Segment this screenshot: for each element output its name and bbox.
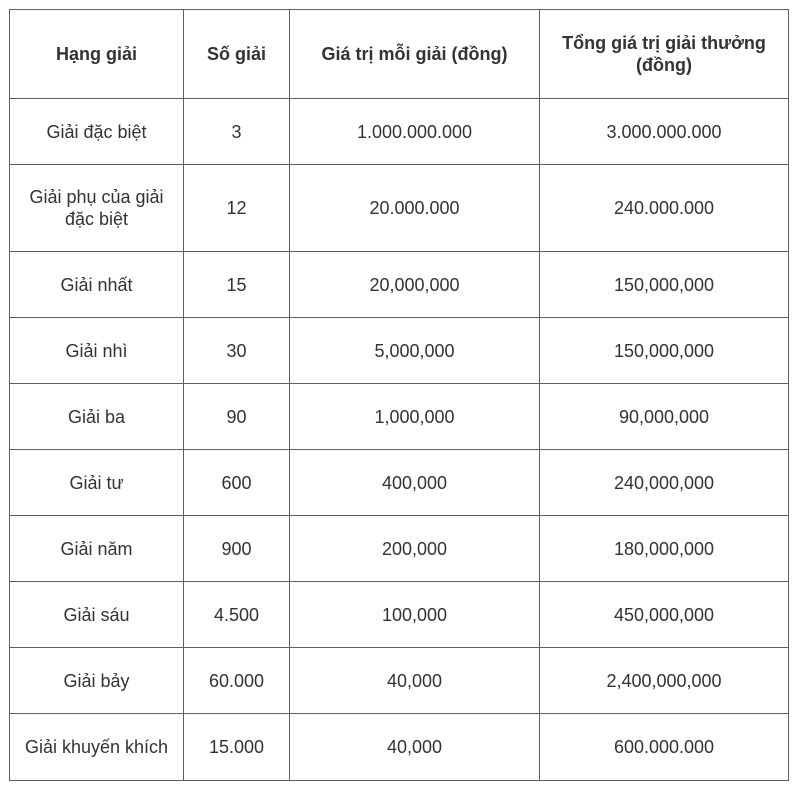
cell-prize-count: 90 [184,384,290,450]
cell-prize-count: 600 [184,450,290,516]
cell-value-per-prize: 1.000.000.000 [290,99,540,165]
table-header-row [10,10,789,99]
table-row [10,714,789,781]
cell-prize-rank: Giải sáu [10,582,184,648]
cell-prize-count: 4.500 [184,582,290,648]
cell-prize-count: 15.000 [184,714,290,781]
cell-prize-rank: Giải ba [10,384,184,450]
cell-total-value: 240,000,000 [540,450,789,516]
cell-prize-rank: Giải năm [10,516,184,582]
cell-total-value: 450,000,000 [540,582,789,648]
header-prize-rank: Hạng giải [10,10,184,99]
table-row [10,384,789,450]
cell-total-value: 180,000,000 [540,516,789,582]
header-prize-count: Số giải [184,10,290,99]
table-row [10,318,789,384]
cell-prize-rank: Giải tư [10,450,184,516]
header-total-value: Tổng giá trị giải thưởng (đồng) [540,10,789,99]
prize-table-container [9,9,789,781]
table-row [10,516,789,582]
cell-value-per-prize: 100,000 [290,582,540,648]
cell-total-value: 150,000,000 [540,252,789,318]
cell-value-per-prize: 1,000,000 [290,384,540,450]
cell-value-per-prize: 20,000,000 [290,252,540,318]
cell-prize-rank: Giải phụ của giải đặc biệt [10,165,184,252]
cell-prize-count: 30 [184,318,290,384]
header-value-per-prize: Giá trị mỗi giải (đồng) [290,10,540,99]
table-row [10,648,789,714]
cell-prize-rank: Giải đặc biệt [10,99,184,165]
table-row [10,450,789,516]
cell-total-value: 90,000,000 [540,384,789,450]
cell-prize-rank: Giải khuyến khích [10,714,184,781]
cell-prize-rank: Giải nhì [10,318,184,384]
prize-table [9,9,789,781]
cell-prize-count: 900 [184,516,290,582]
cell-value-per-prize: 5,000,000 [290,318,540,384]
cell-total-value: 240.000.000 [540,165,789,252]
cell-value-per-prize: 400,000 [290,450,540,516]
cell-value-per-prize: 40,000 [290,714,540,781]
table-row [10,99,789,165]
cell-prize-rank: Giải nhất [10,252,184,318]
cell-prize-count: 3 [184,99,290,165]
cell-value-per-prize: 20.000.000 [290,165,540,252]
cell-total-value: 3.000.000.000 [540,99,789,165]
table-row [10,582,789,648]
cell-total-value: 2,400,000,000 [540,648,789,714]
cell-value-per-prize: 40,000 [290,648,540,714]
cell-prize-count: 12 [184,165,290,252]
cell-total-value: 600.000.000 [540,714,789,781]
table-row [10,165,789,252]
cell-value-per-prize: 200,000 [290,516,540,582]
cell-total-value: 150,000,000 [540,318,789,384]
cell-prize-count: 15 [184,252,290,318]
table-row [10,252,789,318]
cell-prize-rank: Giải bảy [10,648,184,714]
cell-prize-count: 60.000 [184,648,290,714]
